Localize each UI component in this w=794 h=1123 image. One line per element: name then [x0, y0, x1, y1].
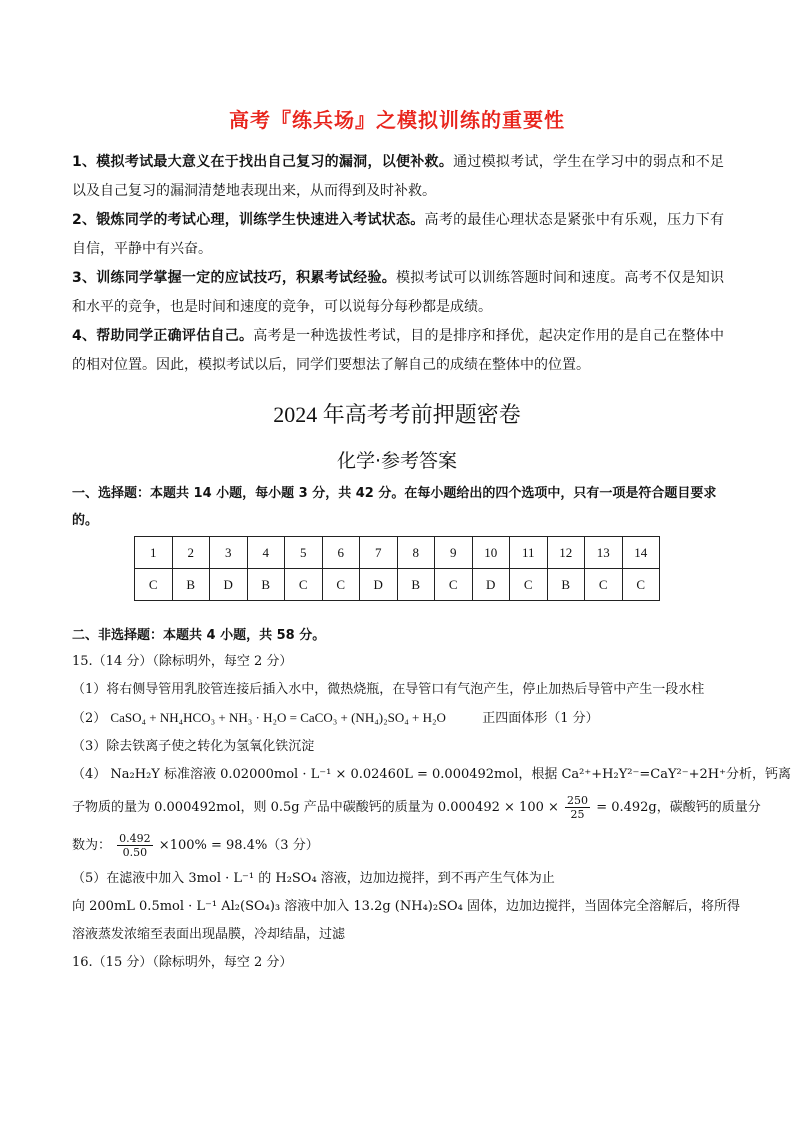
intro-item-bold: 4、帮助同学正确评估自己。	[72, 328, 254, 344]
intro-item-text: 高考是一种选拔性考试，目的是排序和择优，起决定作用的是自己在整体中的相对位置。因此，模拟考试以后，同学们要想法了解自己的成绩在整体中的位置。	[72, 328, 724, 373]
question-number-cell: 3	[210, 537, 248, 569]
section1-heading	[72, 480, 724, 534]
answer-cell: C	[585, 569, 623, 601]
question-number-cell: 12	[547, 537, 585, 569]
question-number-cell: 4	[247, 537, 285, 569]
answer-cell: D	[472, 569, 510, 601]
q15-body	[72, 648, 791, 977]
question-number-cell: 2	[172, 537, 210, 569]
answer-cell: C	[285, 569, 323, 601]
q15-part4-line1: （4） Na₂H₂Y 标准溶液 0.02000mol · L⁻¹ × 0.02460L = 0.000492mol，根据 Ca²⁺+H₂Y²⁻=CaY²⁻+2H⁺分析，钙离	[72, 767, 791, 782]
fraction-denominator: 25	[570, 808, 585, 821]
exam-title: 2024 年高考考前押题密卷	[273, 402, 521, 427]
intro-item-text: 通过模拟考试，学生在学习中的弱点和不足以及自己复习的漏洞清楚地表现出来，从而得到及时补救。	[72, 154, 724, 199]
q15-part5-line2: 向 200mL 0.5mol · L⁻¹ Al₂(SO₄)₃ 溶液中加入 13.2g (NH₄)₂SO₄ 固体，边加边搅拌，当固体完全溶解后，将所得	[72, 899, 740, 914]
q15-part4-line3	[72, 827, 728, 865]
q15-part4-text: 子物质的量为 0.000492mol，则 0.5g 产品中碳酸钙的质量为 0.000492 × 100 ×	[72, 800, 559, 815]
intro-item-bold: 3、训练同学掌握一定的应试技巧，积累考试经验。	[72, 270, 397, 286]
intro-item	[72, 206, 724, 264]
intro-item	[72, 264, 724, 322]
fraction-denominator: 0.50	[122, 846, 148, 859]
question-number-cell: 11	[510, 537, 548, 569]
intro-item-text: 模拟考试可以训练答题时间和速度。高考不仅是知识和水平的竞争，也是时间和速度的竞争，可以说每分每秒都是成绩。	[72, 270, 725, 315]
section2-heading-text: 二、非选择题：本题共 4 小题，共 58 分。	[72, 628, 326, 643]
q16-header: 16.（15 分）（除标明外，每空 2 分）	[72, 955, 293, 970]
q15-part4-text: 数为：	[72, 838, 112, 853]
answer-table-answer-row	[135, 569, 660, 601]
question-number-cell: 5	[285, 537, 323, 569]
section2-heading	[72, 622, 724, 649]
question-number-cell: 8	[397, 537, 435, 569]
question-number-cell: 7	[360, 537, 398, 569]
question-number-cell: 14	[622, 537, 660, 569]
q15-part2-equation: CaSO₄ + NH₄HCO₃ + NH₃ · H₂O = CaCO₃ + (NH₄)₂SO₄ + H₂O	[110, 710, 446, 725]
q15-part4-text: = 0.492g，碳酸钙的质量分	[596, 800, 761, 815]
answer-cell: B	[247, 569, 285, 601]
q15-part3: （3）除去铁离子使之转化为氢氧化铁沉淀	[72, 739, 315, 754]
page-header-title: 高考『练兵场』之模拟训练的重要性	[229, 108, 565, 132]
q15-part5-line3: 溶液蒸发浓缩至表面出现晶膜，冷却结晶，过滤	[72, 927, 346, 942]
intro-item	[72, 322, 724, 380]
answer-cell: C	[510, 569, 548, 601]
intro-item-bold: 1、模拟考试最大意义在于找出自己复习的漏洞，以便补救。	[72, 154, 454, 170]
answer-table	[134, 536, 660, 601]
question-number-cell: 13	[585, 537, 623, 569]
question-number-cell: 1	[135, 537, 173, 569]
subject-title: 化学·参考答案	[336, 450, 458, 472]
answer-cell: C	[135, 569, 173, 601]
answer-cell: B	[547, 569, 585, 601]
question-number-cell: 10	[472, 537, 510, 569]
answer-cell: B	[172, 569, 210, 601]
fraction	[565, 794, 590, 821]
q15-part2	[72, 704, 728, 733]
q15-part2-label: （2）	[72, 711, 107, 726]
answer-cell: D	[210, 569, 248, 601]
q15-part4-text: ×100% = 98.4%（3 分）	[158, 838, 319, 853]
section1-heading-text: 一、选择题：本题共 14 小题，每小题 3 分，共 42 分。在每小题给出的四个选项中，只有一项是符合题目要求的。	[72, 486, 717, 528]
intro-item-text: 高考的最佳心理状态是紧张中有乐观，压力下有自信，平静中有兴奋。	[72, 212, 724, 257]
q15-part4-line2	[72, 789, 761, 827]
answer-cell: C	[435, 569, 473, 601]
question-number-cell: 9	[435, 537, 473, 569]
answer-cell: D	[360, 569, 398, 601]
intro-item	[72, 148, 724, 206]
fraction-numerator: 0.492	[119, 832, 151, 845]
question-number-cell: 6	[322, 537, 360, 569]
q15-header: 15.（14 分）（除标明外，每空 2 分）	[72, 654, 293, 669]
answer-cell: B	[397, 569, 435, 601]
fraction	[117, 832, 153, 859]
answer-cell: C	[322, 569, 360, 601]
q15-part5-line1: （5）在滤液中加入 3mol · L⁻¹ 的 H₂SO₄ 溶液，边加边搅拌，到不再产生气体为止	[72, 871, 555, 886]
intro-block	[72, 148, 724, 380]
answer-cell: C	[622, 569, 660, 601]
q15-part1: （1）将右侧导管用乳胶管连接后插入水中，微热烧瓶，在导管口有气泡产生，停止加热后导管中产生一段水柱	[72, 682, 705, 697]
fraction-numerator: 250	[567, 794, 589, 807]
q15-part2-answer: 正四面体形（1 分）	[482, 711, 599, 726]
answer-table-number-row	[135, 537, 660, 569]
intro-item-bold: 2、锻炼同学的考试心理，训练学生快速进入考试状态。	[72, 212, 425, 228]
